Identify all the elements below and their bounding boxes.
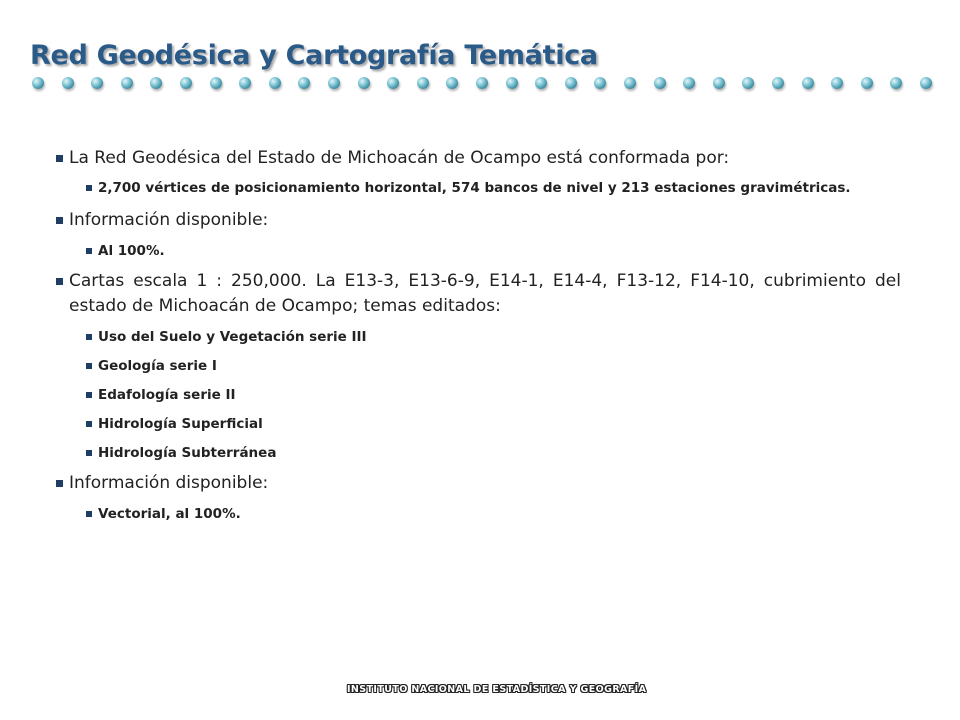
sub-bullet-item <box>86 386 901 405</box>
sub-bullet-item <box>86 328 901 347</box>
sub-bullet-text: 2,700 vértices de posicionamiento horizontal, 574 bancos de nivel y 213 estaciones gravimétricas. <box>98 180 851 196</box>
sub-bullet-text: Al 100%. <box>98 243 165 259</box>
divider-dot-icon <box>387 77 399 89</box>
divider-dot-icon <box>772 77 784 89</box>
divider-dot-icon <box>358 77 370 89</box>
sub-bullet-item <box>86 179 901 198</box>
bullet-text: Información disponible: <box>69 473 269 493</box>
sub-bullet-text: Uso del Suelo y Vegetación serie III <box>98 329 367 345</box>
title-dot-divider <box>32 77 932 93</box>
sub-bullet-text: Edafología serie II <box>98 387 236 403</box>
square-bullet-icon <box>86 511 92 517</box>
sub-bullet-item <box>86 505 901 524</box>
divider-dot-icon <box>594 77 606 89</box>
divider-dot-icon <box>298 77 310 89</box>
divider-dot-icon <box>239 77 251 89</box>
divider-dot-icon <box>328 77 340 89</box>
divider-dot-icon <box>269 77 281 89</box>
bullet-text: Información disponible: <box>69 210 269 230</box>
divider-dot-icon <box>210 77 222 89</box>
square-bullet-icon <box>86 248 92 254</box>
divider-dot-icon <box>624 77 636 89</box>
square-bullet-icon <box>56 278 63 285</box>
sub-bullet-item <box>86 242 901 261</box>
sub-bullet-text: Hidrología Subterránea <box>98 445 277 461</box>
square-bullet-icon <box>86 392 92 398</box>
divider-dot-icon <box>920 77 932 89</box>
slide-title: Red Geodésica y Cartografía Temática <box>30 40 598 71</box>
footer-institution-name: INSTITUTO NACIONAL DE ESTADÍSTICA Y GEOGRAFÍA <box>347 684 647 695</box>
square-bullet-icon <box>86 334 92 340</box>
divider-dot-icon <box>535 77 547 89</box>
sub-bullet-item <box>86 444 901 463</box>
slide-content <box>56 146 901 524</box>
divider-dot-icon <box>683 77 695 89</box>
bullet-item <box>56 208 901 233</box>
bullet-item <box>56 269 901 319</box>
divider-dot-icon <box>476 77 488 89</box>
bullet-text: La Red Geodésica del Estado de Michoacán de Ocampo está conformada por: <box>69 148 730 168</box>
divider-dot-icon <box>180 77 192 89</box>
divider-dot-icon <box>890 77 902 89</box>
divider-dot-icon <box>506 77 518 89</box>
divider-dot-icon <box>62 77 74 89</box>
divider-dot-icon <box>565 77 577 89</box>
divider-dot-icon <box>861 77 873 89</box>
divider-dot-icon <box>417 77 429 89</box>
divider-dot-icon <box>121 77 133 89</box>
divider-dot-icon <box>446 77 458 89</box>
divider-dot-icon <box>802 77 814 89</box>
divider-dot-icon <box>713 77 725 89</box>
divider-dot-icon <box>742 77 754 89</box>
sub-bullet-item <box>86 357 901 376</box>
divider-dot-icon <box>32 77 44 89</box>
bullet-text: Cartas escala 1 : 250,000. La E13-3, E13-6-9, E14-1, E14-4, F13-12, F14-10, cubrimiento del estado de Michoacán de Ocampo; temas editados: <box>69 271 901 316</box>
square-bullet-icon <box>86 363 92 369</box>
divider-dot-icon <box>150 77 162 89</box>
square-bullet-icon <box>86 450 92 456</box>
square-bullet-icon <box>56 217 63 224</box>
bullet-item <box>56 146 901 171</box>
sub-bullet-text: Vectorial, al 100%. <box>98 506 241 522</box>
square-bullet-icon <box>86 421 92 427</box>
bullet-item <box>56 471 901 496</box>
sub-bullet-item <box>86 415 901 434</box>
divider-dot-icon <box>831 77 843 89</box>
divider-dot-icon <box>654 77 666 89</box>
square-bullet-icon <box>56 155 63 162</box>
sub-bullet-text: Hidrología Superficial <box>98 416 263 432</box>
divider-dot-icon <box>91 77 103 89</box>
square-bullet-icon <box>56 480 63 487</box>
sub-bullet-text: Geología serie I <box>98 358 217 374</box>
square-bullet-icon <box>86 185 92 191</box>
